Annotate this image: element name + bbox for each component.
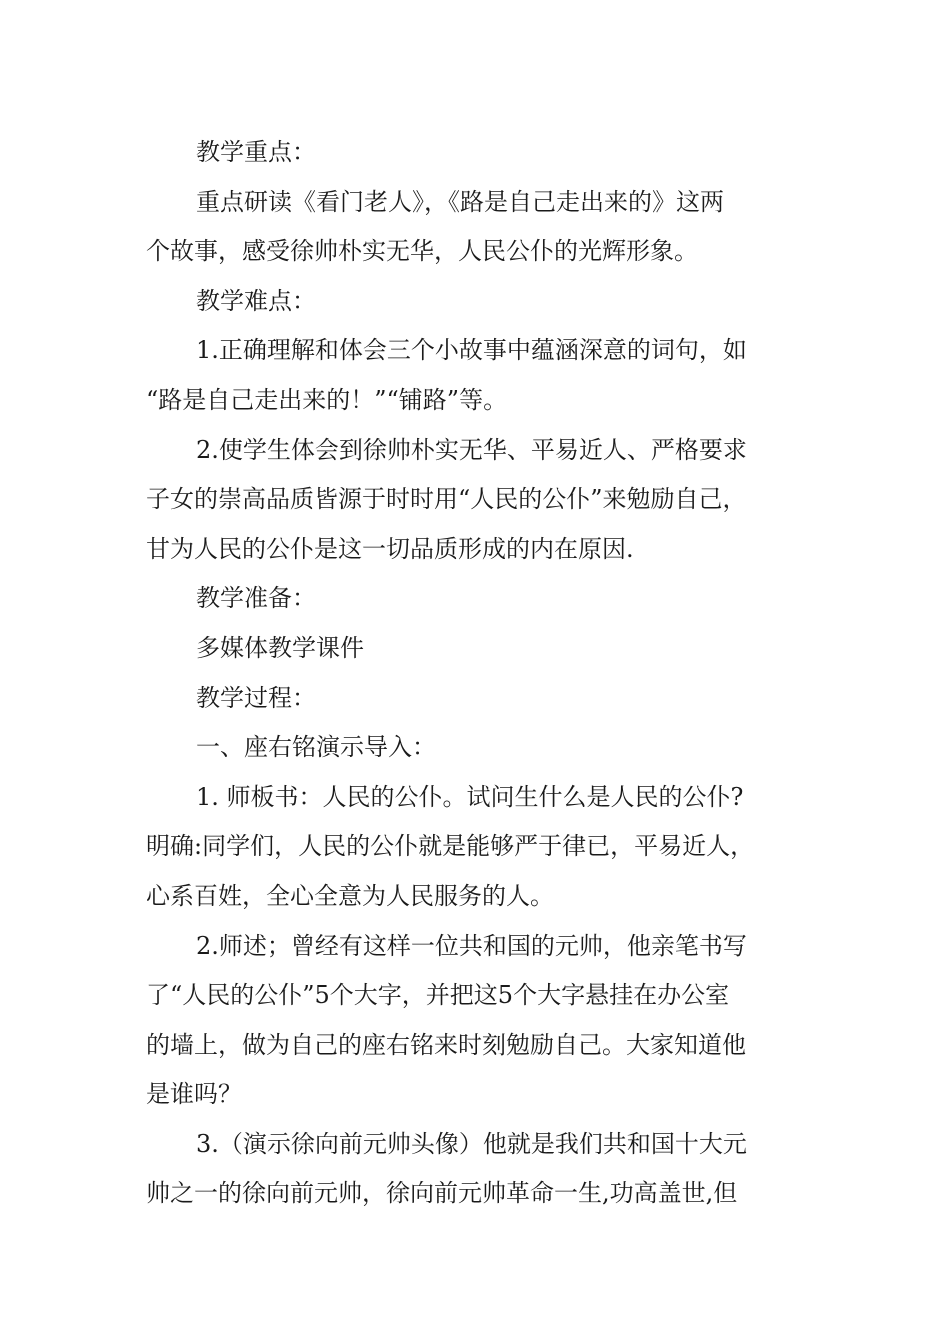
document-page: [146, 128, 806, 1219]
text-line: 3.（演示徐向前元帅头像）他就是我们共和国十大元: [196, 1129, 747, 1158]
step-3: [146, 1120, 806, 1219]
text-line: 重点研读《看门老人》，《路是自己走出来的》这两: [196, 187, 724, 216]
text-line: 个故事，感受徐帅朴实无华，人民公仆的光辉形象。: [146, 237, 698, 266]
text-line: 教学难点：: [196, 286, 316, 315]
step-1: [146, 773, 806, 922]
difficulty-1: [146, 326, 806, 425]
text-line: “路是自己走出来的！”“铺路”等。: [146, 385, 508, 414]
text-line: 一、座右铭演示导入：: [196, 733, 436, 762]
text-line: 的墙上，做为自己的座右铭来时刻勉励自己。大家知道他: [146, 1030, 746, 1059]
process-heading: [146, 674, 806, 724]
text-line: 子女的崇高品质皆源于时时用“人民的公仆”来勉励自己，: [146, 485, 747, 514]
difficulty-2: [146, 426, 806, 575]
preparation-text: [146, 624, 806, 674]
text-line: 1. 师板书：人民的公仆。试问生什么是人民的公仆?: [196, 782, 744, 811]
section-1-heading: [146, 723, 806, 773]
text-line: 是谁吗？: [146, 1080, 242, 1109]
preparation-heading: [146, 574, 806, 624]
text-line: 心系百姓，全心全意为人民服务的人。: [146, 881, 554, 910]
text-line: 1.正确理解和体会三个小故事中蕴涵深意的词句，如: [196, 336, 747, 365]
text-line: 2.使学生体会到徐帅朴实无华、平易近人、严格要求: [196, 435, 747, 464]
text-line: 甘为人民的公仆是这一切品质形成的内在原因.: [146, 534, 634, 563]
text-line: 了“人民的公仆”5个大字，并把这5个大字悬挂在办公室: [146, 981, 730, 1010]
text-line: 2.师述；曾经有这样一位共和国的元帅，他亲笔书写: [196, 931, 747, 960]
key-points-text: [146, 178, 806, 277]
text-line: 教学准备：: [196, 584, 316, 613]
key-points-heading: [146, 128, 806, 178]
step-2: [146, 922, 806, 1120]
difficulties-heading: [146, 277, 806, 327]
text-line: 教学重点：: [196, 138, 316, 166]
text-line: 教学过程：: [196, 683, 316, 712]
text-line: 多媒体教学课件: [196, 633, 364, 662]
text-line: 明确:同学们，人民的公仆就是能够严于律已，平易近人，: [146, 832, 755, 861]
text-line: 帅之一的徐向前元帅，徐向前元帅革命一生,功高盖世,但: [146, 1179, 738, 1208]
